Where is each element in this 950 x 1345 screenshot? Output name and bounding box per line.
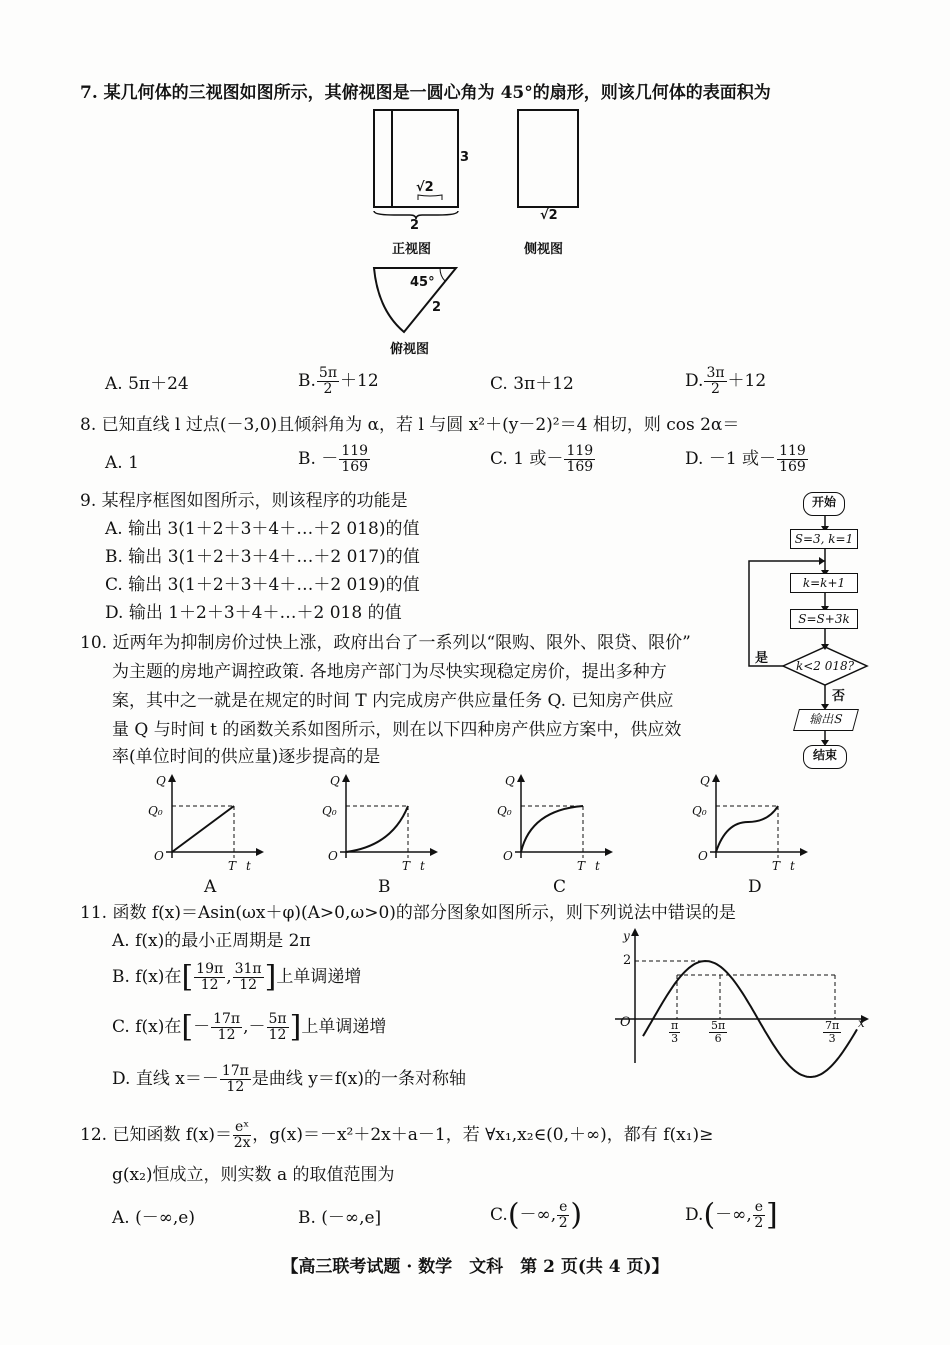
q10-line-1: 10. 近两年为抑制房价过快上涨，政府出台了一系列以“限购、限外、限贷、限价” [80, 633, 691, 653]
q10-graph-label[interactable]: C [553, 877, 567, 897]
q10-axis-q: Q [700, 774, 710, 788]
q10-graph-label[interactable]: A [204, 877, 217, 897]
q11-d-suffix: 是曲线 y＝f(x)的一条对称轴 [251, 1069, 466, 1089]
q7-d-den: 2 [711, 381, 720, 397]
q10-graph-label[interactable]: B [378, 877, 391, 897]
q10-axis-t: t [420, 859, 425, 873]
q10-axis-t: t [790, 859, 795, 873]
sine-tick-3 [822, 1020, 842, 1045]
q12-c-num: e [559, 1199, 568, 1215]
flow-update: S=S+3k [790, 609, 858, 629]
top-angle: 45° [410, 275, 435, 290]
flow-init: S=3, k=1 [790, 529, 858, 549]
front-width: 2 [410, 218, 420, 233]
q12-d-rbracket: ] [766, 1197, 778, 1233]
q12-option-b[interactable]: B. (－∞,e] [298, 1208, 382, 1228]
q10-graph-label[interactable]: D [748, 877, 762, 897]
q8-c-den: 169 [566, 459, 594, 475]
q12-d-inner: －∞, [715, 1205, 752, 1225]
flow-output: 输出S [793, 709, 859, 731]
q11-b-n2: 31π [234, 961, 262, 977]
flow-yes: 是 [755, 651, 769, 666]
flow-increment: k=k+1 [790, 573, 858, 593]
q11-c-rbracket: ] [289, 1009, 302, 1045]
q8-c-num: 119 [566, 443, 594, 459]
top-view-label: 俯视图 [390, 342, 430, 357]
q8-c-frac [564, 444, 595, 475]
side-sqrt2: √2 [540, 208, 558, 223]
q12-f-num: eˣ [235, 1119, 250, 1135]
q11-c-d1: 12 [217, 1027, 236, 1043]
q12-c-inner: －∞, [519, 1205, 557, 1225]
q11-d-num: 17π [221, 1063, 249, 1079]
q8-b-prefix: B. － [298, 449, 339, 469]
q11-d-den: 12 [226, 1079, 245, 1095]
top-view-figure [370, 262, 470, 342]
side-view-label: 侧视图 [524, 242, 564, 257]
q10-axis-o: O [503, 849, 513, 863]
front-height: 3 [460, 150, 470, 165]
q12-c-lparen: ( [507, 1197, 520, 1233]
side-view-figure [515, 105, 585, 215]
q9-option-b[interactable]: B. 输出 3(1＋2＋3＋4＋…＋2 017)的值 [105, 547, 420, 567]
q11-b-lbracket: [ [181, 959, 194, 995]
q10-axis-q0: Q₀ [322, 804, 337, 818]
q7-d-prefix: D. [685, 371, 704, 391]
q12-prefix: 12. 已知函数 f(x)＝ [80, 1125, 232, 1145]
flow-no: 否 [832, 689, 846, 704]
q11-c-n1: 17π [213, 1011, 241, 1027]
q7-d-frac [704, 366, 726, 397]
q7-option-b[interactable] [298, 366, 379, 397]
q7-option-c[interactable]: C. 3π＋12 [490, 374, 574, 394]
q9-stem: 9. 某程序框图如图所示，则该程序的功能是 [80, 491, 408, 511]
q11-c-lbracket: [ [181, 1009, 194, 1045]
sine-t2-den: 6 [714, 1032, 722, 1045]
q9-option-c[interactable]: C. 输出 3(1＋2＋3＋4＋…＋2 019)的值 [105, 575, 420, 595]
q10-curve [521, 806, 583, 852]
front-view-label: 正视图 [392, 242, 432, 257]
front-sqrt2: √2 [416, 180, 434, 195]
q11-b-frac2 [233, 962, 264, 993]
q8-d-frac [777, 444, 808, 475]
q11-stem: 11. 函数 f(x)＝Asin(ωx＋φ)(A>0,ω>0)的部分图象如图所示，则下列说法中错误的是 [80, 903, 736, 923]
q11-option-d[interactable] [112, 1064, 466, 1095]
q12-mid: ，g(x)＝－x²＋2x＋a－1，若 ∀x₁,x₂∈(0,＋∞)，都有 f(x₁)≥ [252, 1125, 714, 1145]
top-radius: 2 [432, 300, 442, 315]
q7-d-suffix: ＋12 [727, 371, 767, 391]
q11-c-suffix: 上单调递增 [301, 1017, 387, 1037]
q11-c-frac2 [267, 1012, 289, 1043]
q7-b-num: 5π [318, 365, 338, 381]
q11-b-d1: 12 [200, 977, 219, 993]
sine-y-label: y [623, 929, 630, 943]
q11-c-frac1 [211, 1012, 242, 1043]
q10-line-3: 案，其中之一就是在规定的时间 T 内完成房产供应量任务 Q. 已知房产供应 [112, 691, 674, 711]
q11-d-frac [220, 1064, 251, 1095]
q12-line-2: g(x₂)恒成立，则实数 a 的取值范围为 [112, 1165, 395, 1185]
q10-axis-q0: Q₀ [497, 804, 512, 818]
q7-option-a[interactable]: A. 5π＋24 [105, 374, 189, 394]
q11-c-n2: 5π [268, 1011, 287, 1027]
q10-axis-q: Q [330, 774, 340, 788]
q10-axis-o: O [328, 849, 338, 863]
q11-b-n1: 19π [196, 961, 224, 977]
q11-b-rbracket: ] [264, 959, 277, 995]
q10-line-2: 为主题的房地产调控政策. 各地房产部门为尽快实现稳定房价，提出多种方 [112, 662, 667, 682]
q8-option-a[interactable]: A. 1 [105, 453, 139, 473]
q12-d-den: 2 [754, 1215, 764, 1231]
q11-d-prefix: D. 直线 x＝－ [112, 1069, 219, 1089]
q8-d-prefix: D. －1 或－ [685, 449, 777, 469]
q11-b-d2: 12 [239, 977, 258, 993]
flow-condition: k<2 018? [795, 659, 855, 673]
q8-b-den: 169 [341, 459, 369, 475]
sine-two: 2 [623, 953, 632, 968]
q12-option-c[interactable] [490, 1197, 583, 1233]
q10-axis-q0: Q₀ [148, 804, 163, 818]
sine-t1-den: 3 [671, 1032, 679, 1045]
sine-t2-num: 5π [711, 1019, 726, 1032]
q12-line-1 [80, 1120, 713, 1151]
q10-axis-t: t [595, 859, 600, 873]
q8-b-frac [339, 444, 370, 475]
q12-d-frac [753, 1200, 765, 1231]
q10-line-5: 率(单位时间的供应量)逐步提高的是 [112, 747, 381, 767]
q10-axis-q: Q [505, 774, 515, 788]
q10-axis-o: O [698, 849, 708, 863]
q8-option-d[interactable] [685, 444, 809, 475]
q12-c-den: 2 [558, 1215, 568, 1231]
front-view-figure [370, 105, 480, 235]
q10-line-4: 量 Q 与时间 t 的函数关系如图所示，则在以下四种房产供应方案中，供应效 [112, 720, 682, 740]
sine-tick-2 [708, 1020, 728, 1045]
q11-b-frac1 [194, 962, 225, 993]
q11-c-prefix: C. f(x)在 [112, 1017, 182, 1037]
q9-option-a[interactable]: A. 输出 3(1＋2＋3＋4＋…＋2 018)的值 [105, 519, 420, 539]
sine-t3-num: 7π [825, 1019, 840, 1032]
q10-curve [172, 806, 234, 852]
q8-d-num: 119 [779, 443, 806, 459]
sine-t1-num: π [671, 1019, 679, 1032]
q12-option-a[interactable]: A. (－∞,e) [112, 1208, 195, 1228]
q11-sine-graph [615, 928, 875, 1068]
q10-axis-o: O [154, 849, 164, 863]
q8-c-prefix: C. 1 或－ [490, 449, 564, 469]
q12-d-num: e [754, 1199, 764, 1215]
q11-option-b[interactable]: B. f(x)在[ $\frac{19\pi}{12}$ , $\frac{31\pi}{12}$ ]上单调递增 [112, 959, 362, 995]
q10-axis-t: t [246, 859, 251, 873]
q7-b-suffix: ＋12 [340, 371, 379, 391]
q7-option-d[interactable] [685, 366, 766, 397]
q10-axis-q0: Q₀ [692, 804, 707, 818]
q12-f-den: 2x [233, 1135, 251, 1151]
q7-b-den: 2 [323, 381, 333, 397]
q8-option-b[interactable] [298, 444, 371, 475]
q10-axis-T: T [228, 859, 237, 873]
q12-option-d[interactable] [685, 1197, 778, 1233]
q11-b-suffix: 上单调递增 [276, 967, 362, 987]
sine-x-label: x [858, 1016, 865, 1030]
q7-b-prefix: B. [298, 371, 316, 391]
q10-curve [346, 806, 408, 852]
q11-option-a[interactable]: A. f(x)的最小正周期是 2π [112, 931, 311, 951]
q12-d-lparen: ( [703, 1197, 716, 1233]
q10-axis-T: T [577, 859, 586, 873]
sine-origin: O [620, 1015, 631, 1030]
q7-d-num: 3π [706, 365, 725, 381]
q12-c-prefix: C. [490, 1205, 508, 1225]
flow-end: 结束 [803, 745, 847, 769]
q12-f-frac [233, 1120, 251, 1151]
q9-option-d[interactable]: D. 输出 1＋2＋3＋4＋…＋2 018 的值 [105, 603, 402, 623]
q11-b-prefix: B. f(x)在 [112, 967, 182, 987]
q10-axis-T: T [402, 859, 411, 873]
q7-stem: 7. 某几何体的三视图如图所示，其俯视图是一圆心角为 45°的扇形，则该几何体的表面积为 [80, 83, 771, 103]
q8-d-den: 169 [779, 459, 806, 475]
q8-stem: 8. 已知直线 l 过点(－3,0)且倾斜角为 α，若 l 与圆 x²＋(y－2)²＝4 相切，则 cos 2α＝ [80, 415, 740, 435]
q8-option-c[interactable] [490, 444, 596, 475]
sine-tick-1 [668, 1020, 681, 1045]
q11-c-d2: 12 [268, 1027, 287, 1043]
q10-axis-q: Q [156, 774, 166, 788]
q12-c-frac [557, 1200, 569, 1231]
q10-curve [716, 806, 778, 852]
flow-start: 开始 [803, 492, 845, 516]
q12-c-rparen: ) [570, 1197, 583, 1233]
q10-axis-T: T [772, 859, 781, 873]
q8-b-num: 119 [341, 443, 369, 459]
page-footer: 【高三联考试题 · 数学 文科 第 2 页(共 4 页)】 [281, 1257, 669, 1277]
sine-t3-den: 3 [828, 1032, 836, 1045]
q12-d-prefix: D. [685, 1205, 704, 1225]
q11-option-c[interactable]: C. f(x)在[－ $\frac{17\pi}{12}$ ,－ $\frac{5\pi}{12}$ ]上单调递增 [112, 1009, 387, 1045]
q7-b-frac [317, 366, 339, 397]
